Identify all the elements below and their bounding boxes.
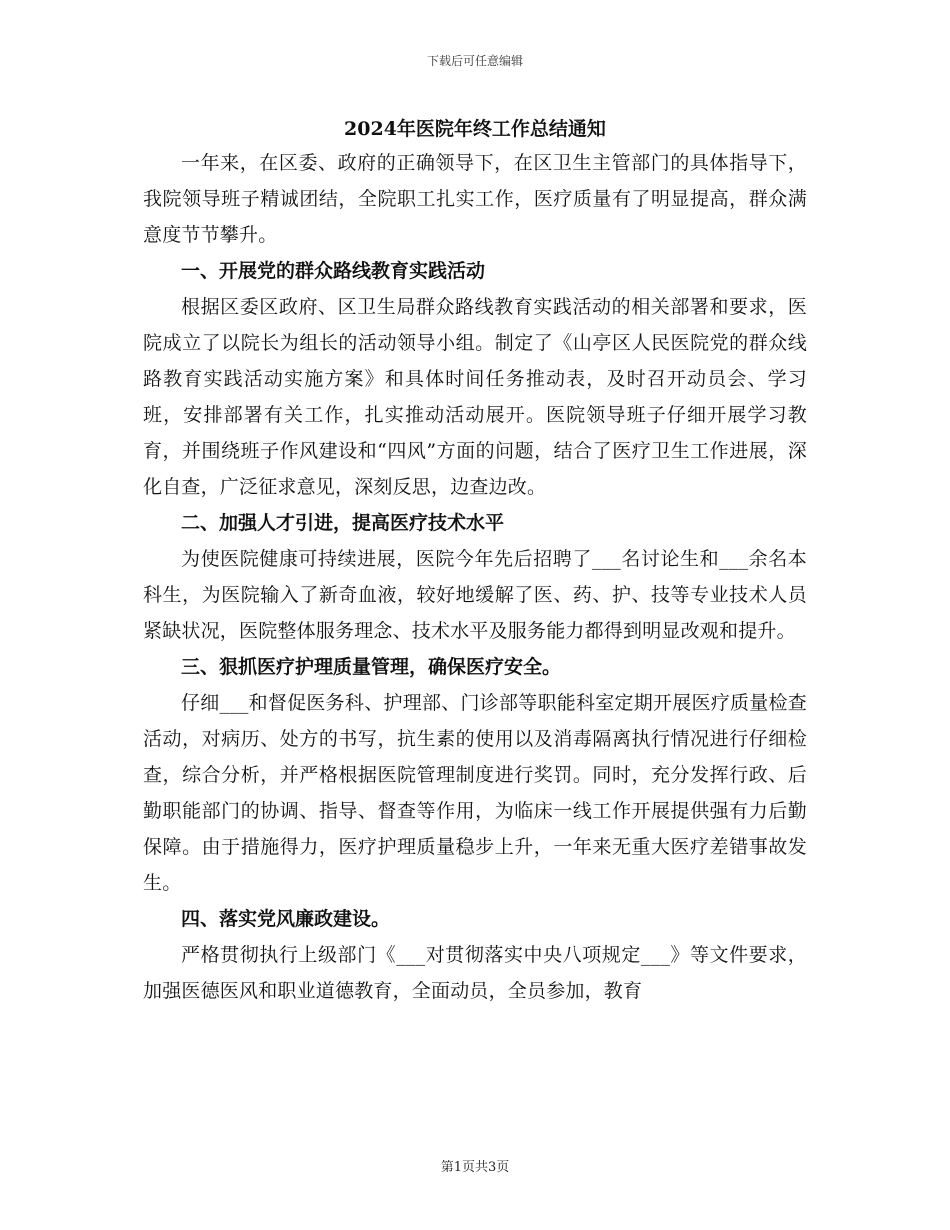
section-heading: 二、加强人才引进，提高医疗技术水平: [181, 512, 505, 534]
document-body: [143, 113, 807, 1009]
section-paragraph: 严格贯彻执行上级部门《___对贯彻落实中央八项规定___》等文件要求，加强医德医风和职业道德教育，全面动员，全员参加，教育: [143, 944, 807, 1002]
section-1: [143, 253, 807, 505]
section-paragraph: 为使医院健康可持续进展，医院今年先后招聘了___名讨论生和___余名本科生，为医院输入了新奇血液，较好地缓解了医、药、护、技等专业技术人员紧缺状况，医院整体服务理念、技术水平及服务能力都得到明显改观和提升。: [143, 548, 807, 642]
section-4: [143, 901, 807, 1009]
page-number: 第1页共3页: [440, 1160, 510, 1175]
document-title: 2024年医院年终工作总结通知: [344, 118, 606, 140]
section-3: [143, 649, 807, 901]
section-heading: 三、狠抓医疗护理质量管理，确保医疗安全。: [181, 656, 562, 678]
section-paragraph: 仔细___和督促医务科、护理部、门诊部等职能科室定期开展医疗质量检查活动，对病历、处方的书写，抗生素的使用以及消毒隔离执行情况进行仔细检查，综合分析，并严格根据医院管理制度进行奖罚。同时，充分发挥行政、后勤职能部门的协调、指导、督查等作用，为临床一线工作开展提供强有力后勤保障。由于措施得力，医疗护理质量稳步上升，一年来无重大医疗差错事故发生。: [143, 692, 807, 894]
section-2: [143, 505, 807, 649]
intro-paragraph: 一年来，在区委、政府的正确领导下，在区卫生主管部门的具体指导下，我院领导班子精诚团结，全院职工扎实工作，医疗质量有了明显提高，群众满意度节节攀升。: [143, 152, 807, 246]
page-header-note: 下载后可任意编辑: [426, 54, 523, 68]
section-paragraph: 根据区委区政府、区卫生局群众路线教育实践活动的相关部署和要求，医院成立了以院长为组长的活动领导小组。制定了《山亭区人民医院党的群众线路教育实践活动实施方案》和具体时间任务推动表，及时召开动员会、学习班，安排部署有关工作，扎实推动活动展开。医院领导班子仔细开展学习教育，并围绕班子作风建设和“四风”方面的问题，结合了医疗卫生工作进展，深化自查，广泛征求意见，深刻反思，边查边改。: [143, 296, 807, 498]
section-heading: 四、落实党风廉政建设。: [181, 908, 391, 930]
section-heading: 一、开展党的群众路线教育实践活动: [181, 260, 486, 282]
